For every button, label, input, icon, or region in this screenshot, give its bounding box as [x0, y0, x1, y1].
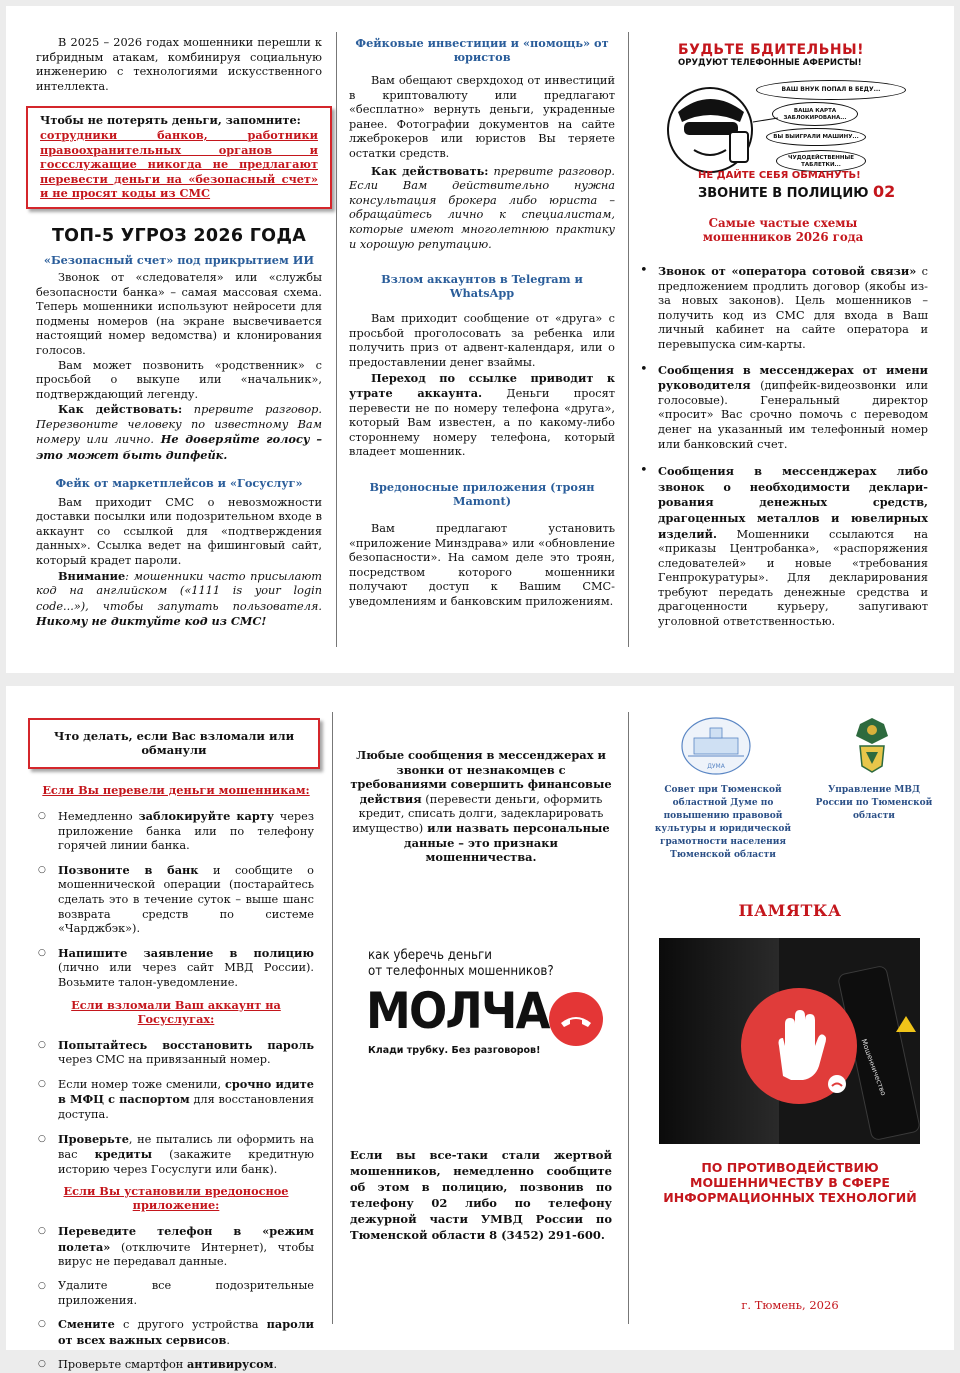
schemes-title: Самые частые схемы мошенников 2026 года — [702, 216, 864, 244]
poster-title: БУДЬТЕ БДИТЕЛЬНЫ! — [678, 42, 864, 58]
step-item: ○ Смените с другого устройства пароли от всех важных сервисов. — [38, 1317, 314, 1348]
poster-bubble-2: ВАША КАРТА ЗАБЛОКИРОВАНА... — [772, 102, 858, 126]
fraud-signs-text: Любые сообщения в мессенджерах и звонки от незнакомцев с требованиями совершить финансовые действия (перевести деньги, оформить кредит, списать долги, задекларировать имущество) или назвать персональные данные – это признаки мошенничества. — [350, 748, 612, 865]
intro-paragraph: В 2025 – 2026 годах мошенники перешли к гибридным атакам, комбинируя социальную инженерию с технологиями искусственного интеллекта. — [36, 36, 322, 93]
silence-subtext: Клади трубку. Без разговоров! — [368, 1044, 541, 1056]
threat-1-text: Звонок от «следователя» или «службы безопасности банка» – самая массовая схема. Теперь мошенники используют нейросети для подмены номеров (на экране высвечивается настоящий номер ведомства) и клонирования голосов. — [36, 270, 322, 357]
victim-instructions: Если вы все-таки стали жертвой мошенников, немедленно сообщите об этом в полицию, позвонив по телефону 02 либо по телефону дежурной части УМВД России по Тюменской области 8 (3452) 291-600. — [350, 1147, 612, 1242]
duma-logo — [680, 716, 752, 776]
poster-bubble-1: ВАШ ВНУК ПОПАЛ В БЕДУ... — [756, 80, 906, 100]
stop-hand-image — [659, 938, 920, 1144]
threat-2-text: Вам приходит СМС о невозможности доставки посылки или подозрительном входе в аккаунт со ссылкой для «подтверждения данных». Ссылка ведет на фишинговый сайт, который крадет пароли. — [36, 495, 322, 568]
threat-3-title: Фейковые инвестиции и «помощь» от юристов — [355, 36, 609, 64]
threat-4-text: Вам приходит сообщение от «друга» с просьбой проголосовать за ребенка или получить приз от адвент-календаря, или о предоставлении денег взаймы. — [349, 312, 615, 369]
threat-4-text-2: Переход по ссылке приводит к утрате аккаунта. Деньги просят перевести не по номеру телефона «друга», который Вам известен, а по какому-либо стороннему номеру телефона, который владеет мошенник. — [349, 370, 616, 459]
leaflet-outer-side — [6, 6, 954, 673]
poster-warning: НЕ ДАЙТЕ СЕБЯ ОБМАНУТЬ! — [698, 170, 861, 181]
money-steps — [38, 809, 314, 991]
what-to-do-box — [28, 718, 320, 769]
threat-5-text: Вам предлагают установить «приложение Минздрава» или «обновление безопасности». На самом деле это троян, посредством которого мошенники получают доступ к Вашим СМС-уведомлениям и банковским приложениям. — [349, 522, 615, 609]
column-divider — [628, 712, 629, 1324]
threat-1-title: «Безопасный счет» под прикрытием ИИ — [43, 252, 315, 267]
poster-subtitle: ОРУДУЮТ ТЕЛЕФОННЫЕ АФЕРИСТЫ! — [678, 58, 862, 68]
section-money-title: Если Вы перевели деньги мошенникам: — [42, 783, 310, 797]
section-malware-title: Если Вы установили вредоносное приложение: — [63, 1184, 289, 1213]
column-1 — [38, 686, 315, 1372]
threat-1-text-2: Вам может позвонить «родственник» с просьбой о выкупе или «начальник», подтверждающий легенду. — [36, 358, 322, 401]
silence-word: МОЛЧА — [366, 981, 549, 1040]
schemes-list — [638, 264, 928, 630]
step-item: ○ Позвоните в банк и сообщите о мошеннической операции (постарайтесь сделать это в течение суток – выше шанс возврата средств по системе «Чарджбэк»). — [38, 863, 314, 937]
account-steps — [38, 1038, 314, 1178]
poster-bubble-3: ВЫ ВЫИГРАЛИ МАШИНУ... — [766, 128, 866, 146]
scheme-item: • Звонок от «оператора сотовой связи» с предложением продлить договор (якобы из-за новых законов). Цель мошенников – получить код из СМС для входа в Ваш личный кабинет на сайте оператора и перевыпуска сим-карты. — [638, 264, 928, 353]
step-item: ○ Проверьте, не пытались ли оформить на вас кредиты (закажите кредитную историю через Госуслуги или банк). — [38, 1132, 314, 1178]
scheme-item: • Сообщения в мессенджерах либо звонок о необходимости деклари-рования денежных средств, драгоценных металлов и ювелирных изделий. Мошенники ссылаются на «приказы Центробанка», «распоряжения следователей» и новые «требования Генпрокуратуры». Для декларирования требуют передать денежные средства и драгоценности курьеру, запугивают уголовной ответственностью. — [638, 464, 928, 630]
column-1 — [36, 6, 322, 673]
threat-2-title: Фейк от маркетплейсов и «Госуслуг» — [55, 475, 303, 490]
step-item: ○ Напишите заявление в полицию (лично или через сайт МВД России). Возьмите талон-уведомление. — [38, 946, 314, 991]
scheme-item: • Сообщения в мессенджерах от имени руководителя (дипфейк-видеозвонки или голосовые). Генеральный директор «просит» Вас срочно помочь с переводом денег на указанный им телефонный номер или банковский счет. — [638, 363, 928, 453]
poster-bubble-4: ЧУДОДЕЙСТВЕННЫЕ ТАБЛЕТКИ... — [776, 150, 866, 172]
leaflet-subtitle: ПО ПРОТИВОДЕЙСТВИЮ МОШЕННИЧЕСТВУ В СФЕРЕ ИНФОРМАЦИОННЫХ ТЕХНОЛОГИЙ — [663, 1160, 917, 1205]
org-mvd: Управление МВД России по Тюменской области — [815, 785, 933, 821]
column-3 — [638, 686, 954, 1350]
malware-steps — [38, 1224, 314, 1373]
step-item: ○ Попытайтесь восстановить пароль через СМС на привязанный номер. — [38, 1038, 314, 1068]
threat-3-advice: Как действовать: прервите разговор. Если Вам действительно нужна консультация брокера либо юриста – обращайтесь лично к специалистам, которые имеют многолетнюю практику и хорошую репутацию. — [349, 163, 615, 251]
threat-1-advice: Как действовать: прервите разговор. Перезвоните человеку по известному Вам номеру или лично. Не доверяйте голосу – это может быть дипфейк. — [36, 402, 322, 463]
duma-logo-text: ДУМА — [707, 763, 725, 770]
step-item: ○ Немедленно заблокируйте карту через приложение банка или по телефону горячей линии банка. — [38, 809, 314, 854]
column-3 — [638, 6, 928, 673]
warning-box — [26, 106, 332, 209]
threat-5-title: Вредоносные приложения (троян Mamont) — [369, 480, 595, 509]
column-2 — [350, 686, 612, 1350]
warning-box-lead: Чтобы не потерять деньги, запомните: — [40, 113, 301, 128]
phone-screen-text: Мошенничество — [859, 1038, 888, 1097]
step-item: ○ Удалите все подозрительные приложения. — [38, 1279, 314, 1308]
threat-3-text: Вам обещают сверхдоход от инвестиций в криптовалюту или предлагают «бесплатно» вернуть деньги, украденные ранее. Фотографии документов на сайте лжеброкеров или юристов Вы теряете остатки средств. — [349, 74, 615, 160]
warning-box-text: сотрудники банков, работники правоохранительных органов и госсслужащие никогда не предлагают перевести деньги на «безопасный счет» и не просят коды из СМС — [40, 127, 318, 201]
silence-question: как уберечь деньги от телефонных мошенников? — [368, 946, 554, 979]
column-2 — [349, 6, 615, 673]
step-item: ○ Переведите телефон в «режим полета» (отключите Интернет), чтобы вирус не передавал данные. — [38, 1224, 314, 1270]
step-item: ○ Если номер тоже сменили, срочно идите в МФЦ с паспортом для восстановления доступа. — [38, 1077, 314, 1123]
leaflet-title: ПАМЯТКА — [738, 901, 842, 920]
column-divider — [332, 712, 333, 1324]
top-threats-title: ТОП-5 УГРОЗ 2026 ГОДА — [51, 225, 307, 246]
threat-4-title: Взлом аккаунтов в Telegram и WhatsApp — [381, 272, 583, 301]
threat-2-warning: Внимание: мошенники часто присылают код на английском («1111 is your login code...»), чтобы запутать пользователя. Никому не диктуйте код из СМС! — [36, 568, 322, 629]
section-account-title: Если взломали Ваш аккаунт на Госуслугах: — [71, 997, 281, 1026]
stop-hand-icon — [739, 986, 859, 1106]
org-council: Совет при Тюменской областной Думе по повышению правовой культуры и юридической грамотности населения Тюменской области — [654, 785, 792, 860]
poster-call: ЗВОНИТЕ В ПОЛИЦИЮ 02 — [698, 182, 896, 201]
step-item: ○ Проверьте смартфон антивирусом. — [38, 1357, 314, 1373]
poster-be-vigilant — [638, 42, 928, 212]
column-divider — [336, 32, 337, 647]
what-to-do-title: Что делать, если Вас взломали или обманули — [53, 729, 295, 757]
hang-up-icon — [548, 991, 604, 1047]
mvd-emblem — [852, 716, 892, 774]
silence-banner — [350, 947, 612, 1087]
column-divider — [628, 32, 629, 647]
city-year: г. Тюмень, 2026 — [741, 1298, 839, 1312]
leaflet-inner-side — [6, 686, 954, 1372]
